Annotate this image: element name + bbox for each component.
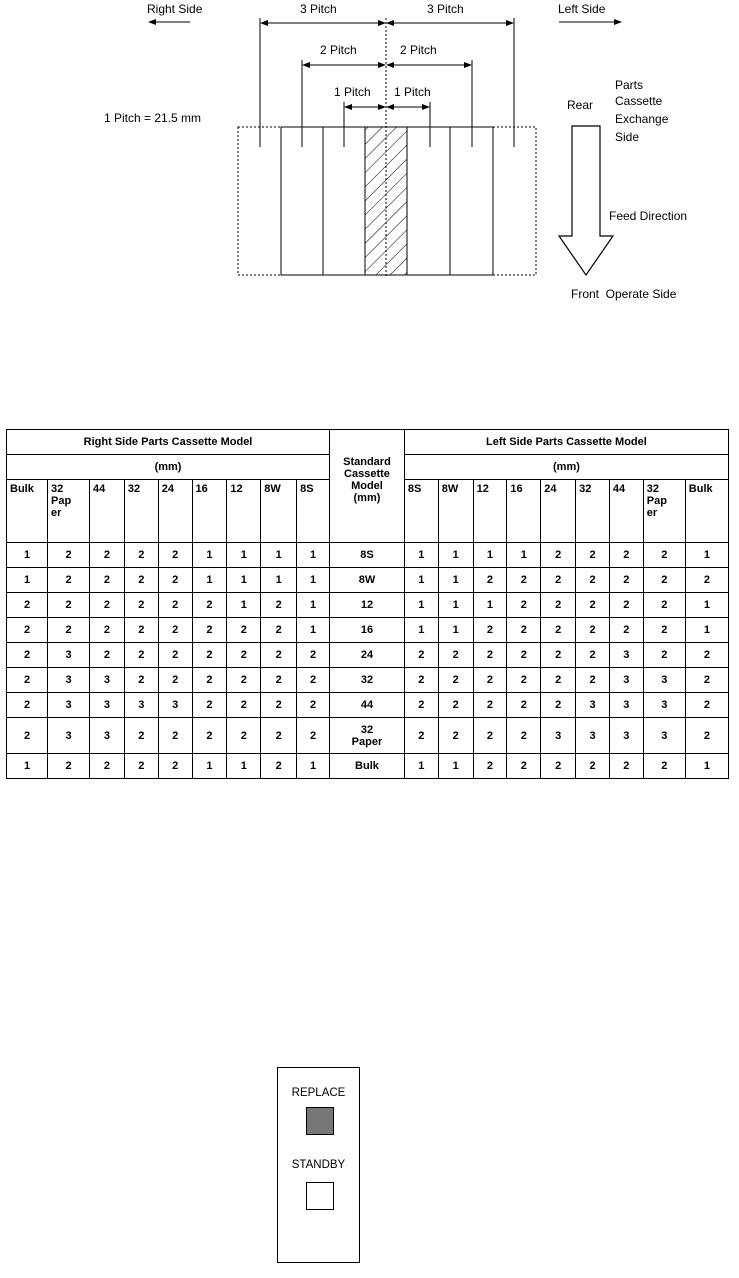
- column-header-line: Pap: [646, 495, 667, 507]
- pitch1-arrowhead: [344, 104, 352, 110]
- left-pitch-cell: 1: [404, 754, 438, 779]
- left-pitch-cell: 2: [507, 568, 541, 593]
- column-header: [685, 480, 728, 543]
- left-pitch-cell: 2: [507, 754, 541, 779]
- column-header-line: Bulk: [10, 483, 34, 495]
- right-pitch-cell: 2: [124, 543, 158, 568]
- table-row: [7, 754, 729, 779]
- right-pitch-cell: 2: [48, 568, 90, 593]
- cassette-slot-dashed: [238, 127, 281, 275]
- right-pitch-cell: 3: [48, 718, 90, 754]
- standard-model-cell: [330, 618, 405, 643]
- left-pitch-cell: 2: [609, 543, 643, 568]
- replace-indicator: [306, 1107, 334, 1135]
- pitch2-arrowhead: [378, 62, 386, 68]
- left-pitch-cell: 1: [404, 618, 438, 643]
- left-pitch-cell: 2: [609, 593, 643, 618]
- column-header: [404, 480, 438, 543]
- left-pitch-cell: 3: [643, 668, 685, 693]
- right-pitch-cell: 1: [297, 543, 330, 568]
- left-pitch-cell: 3: [576, 693, 610, 718]
- column-header: [124, 480, 158, 543]
- standard-header-line: Model: [351, 480, 383, 492]
- right-pitch-cell: 2: [261, 693, 297, 718]
- right-pitch-cell: 2: [7, 718, 48, 754]
- right-pitch-cell: 2: [7, 593, 48, 618]
- right-pitch-cell: 2: [158, 643, 192, 668]
- left-side-arrowhead: [614, 19, 622, 25]
- column-header: [438, 480, 473, 543]
- right-pitch-cell: 2: [297, 693, 330, 718]
- cassette-slot-dashed: [493, 127, 536, 275]
- right-pitch-cell: 2: [261, 618, 297, 643]
- left-pitch-cell: 2: [541, 668, 576, 693]
- column-header-line: 8S: [407, 483, 422, 495]
- left-pitch-cell: 2: [576, 543, 610, 568]
- pitch1-arrowhead: [422, 104, 430, 110]
- column-header: [261, 480, 297, 543]
- pitch1-left-label: 1 Pitch: [334, 85, 371, 99]
- right-pitch-cell: 2: [192, 718, 227, 754]
- right-pitch-cell: 1: [192, 754, 227, 779]
- left-pitch-cell: 2: [541, 543, 576, 568]
- column-header: [192, 480, 227, 543]
- right-pitch-cell: 3: [48, 693, 90, 718]
- right-unit-header: (mm): [7, 455, 330, 480]
- left-pitch-cell: 2: [541, 593, 576, 618]
- right-pitch-cell: 3: [124, 693, 158, 718]
- left-pitch-cell: 2: [643, 568, 685, 593]
- left-pitch-cell: 1: [438, 593, 473, 618]
- right-pitch-cell: 2: [158, 593, 192, 618]
- right-pitch-cell: 2: [192, 643, 227, 668]
- left-pitch-cell: 2: [473, 618, 507, 643]
- table-row: [7, 643, 729, 668]
- right-pitch-cell: 2: [124, 668, 158, 693]
- left-pitch-cell: 3: [643, 718, 685, 754]
- standby-label: STANDBY: [291, 1159, 346, 1171]
- right-pitch-cell: 2: [192, 618, 227, 643]
- right-pitch-cell: 1: [192, 543, 227, 568]
- column-header-line: 8S: [300, 483, 314, 495]
- left-pitch-cell: 2: [643, 754, 685, 779]
- column-header-line: er: [51, 507, 62, 519]
- column-header-line: 16: [195, 483, 208, 495]
- right-pitch-cell: 1: [7, 543, 48, 568]
- column-header-line: 32: [127, 483, 141, 495]
- left-pitch-cell: 2: [541, 568, 576, 593]
- left-pitch-cell: 2: [541, 754, 576, 779]
- left-pitch-cell: 2: [438, 643, 473, 668]
- right-pitch-cell: 3: [90, 693, 125, 718]
- column-header-line: er: [646, 507, 658, 519]
- column-header-line: Bulk: [688, 483, 713, 495]
- right-pitch-cell: 3: [158, 693, 192, 718]
- left-pitch-cell: 2: [576, 568, 610, 593]
- column-header: [7, 480, 48, 543]
- right-pitch-cell: 2: [48, 618, 90, 643]
- right-pitch-cell: 3: [90, 668, 125, 693]
- left-pitch-cell: 2: [643, 618, 685, 643]
- pitch2-left-label: 2 Pitch: [320, 43, 357, 57]
- left-pitch-cell: 2: [404, 718, 438, 754]
- pitch3-right-label: 3 Pitch: [427, 2, 464, 16]
- left-pitch-cell: 3: [576, 718, 610, 754]
- standard-model-line: 8W: [358, 574, 376, 586]
- left-pitch-cell: 2: [404, 668, 438, 693]
- pitch2-arrowhead: [302, 62, 310, 68]
- pitch3-arrowhead: [506, 20, 514, 26]
- left-pitch-cell: 3: [609, 693, 643, 718]
- pitch2-right-label: 2 Pitch: [400, 43, 437, 57]
- left-pitch-cell: 2: [404, 693, 438, 718]
- right-pitch-cell: 2: [124, 593, 158, 618]
- left-pitch-cell: 2: [541, 618, 576, 643]
- exchange-side-line: Cassette: [615, 94, 663, 108]
- right-pitch-cell: 2: [124, 643, 158, 668]
- exchange-side-line: Side: [615, 130, 640, 144]
- standard-model-line: 32: [360, 674, 374, 686]
- pitch2-arrowhead: [464, 62, 472, 68]
- right-pitch-cell: 2: [7, 668, 48, 693]
- left-pitch-cell: 2: [685, 718, 728, 754]
- left-pitch-cell: 2: [576, 754, 610, 779]
- standard-model-cell: [330, 754, 405, 779]
- standard-model-line: Bulk: [355, 760, 379, 772]
- left-side-label: Left Side: [558, 2, 606, 16]
- standard-model-line: 32: [360, 723, 374, 736]
- left-pitch-cell: 3: [541, 718, 576, 754]
- left-pitch-cell: 1: [438, 568, 473, 593]
- standard-model-cell: [330, 643, 405, 668]
- left-pitch-cell: 2: [643, 643, 685, 668]
- left-pitch-cell: 2: [685, 643, 728, 668]
- standby-indicator: [306, 1182, 334, 1210]
- right-pitch-cell: 2: [124, 618, 158, 643]
- standard-header-line: (mm): [353, 492, 381, 504]
- column-header: [90, 480, 125, 543]
- right-pitch-cell: 1: [261, 568, 297, 593]
- right-pitch-cell: 2: [158, 754, 192, 779]
- left-pitch-cell: 2: [473, 718, 507, 754]
- table-row: [7, 668, 729, 693]
- right-pitch-cell: 2: [7, 618, 48, 643]
- right-side-label: Right Side: [147, 2, 203, 16]
- column-header: [507, 480, 541, 543]
- right-pitch-cell: 2: [90, 593, 125, 618]
- left-pitch-cell: 2: [541, 693, 576, 718]
- cassette-slot: [323, 127, 365, 275]
- standard-model-cell: [330, 668, 405, 693]
- right-pitch-cell: 2: [158, 718, 192, 754]
- left-pitch-cell: 2: [685, 568, 728, 593]
- left-pitch-cell: 3: [643, 693, 685, 718]
- pitch1-right-label: 1 Pitch: [394, 85, 431, 99]
- column-header-line: 12: [230, 483, 243, 495]
- right-pitch-cell: 3: [48, 643, 90, 668]
- standard-model-cell: [330, 543, 405, 568]
- pitch3-left-label: 3 Pitch: [300, 2, 337, 16]
- right-pitch-cell: 2: [90, 618, 125, 643]
- right-pitch-cell: 2: [227, 668, 261, 693]
- exchange-side-line: Parts: [615, 78, 644, 92]
- standard-model-cell: [330, 718, 405, 754]
- right-pitch-cell: 2: [227, 643, 261, 668]
- right-pitch-cell: 1: [297, 593, 330, 618]
- right-pitch-cell: 2: [7, 643, 48, 668]
- left-pitch-cell: 2: [507, 643, 541, 668]
- standard-model-line: 44: [360, 699, 374, 711]
- column-header: [541, 480, 576, 543]
- right-pitch-cell: 2: [48, 754, 90, 779]
- column-header-line: 44: [93, 483, 106, 495]
- right-pitch-cell: 2: [90, 568, 125, 593]
- front-operate-label: Front Operate Side: [571, 287, 677, 301]
- table-row: [7, 593, 729, 618]
- left-pitch-cell: 2: [473, 668, 507, 693]
- right-side-arrowhead: [148, 19, 156, 25]
- right-pitch-cell: 2: [90, 543, 125, 568]
- pitch-definition: 1 Pitch = 21.5 mm: [104, 111, 202, 125]
- standard-model-line: 24: [360, 649, 374, 661]
- standard-model-line: 12: [360, 599, 374, 611]
- standard-model-cell: [330, 568, 405, 593]
- column-header-line: 32: [646, 483, 659, 495]
- pitch3-arrowhead: [386, 20, 394, 26]
- cassette-pitch-table: [6, 429, 729, 779]
- right-pitch-cell: 2: [48, 543, 90, 568]
- left-pitch-cell: 2: [507, 718, 541, 754]
- right-pitch-cell: 1: [227, 568, 261, 593]
- right-pitch-cell: 2: [192, 693, 227, 718]
- left-pitch-cell: 2: [473, 643, 507, 668]
- left-pitch-cell: 1: [404, 543, 438, 568]
- table-row: [7, 718, 729, 754]
- left-pitch-cell: 2: [473, 693, 507, 718]
- right-pitch-cell: 2: [90, 754, 125, 779]
- right-pitch-cell: 1: [7, 754, 48, 779]
- left-pitch-cell: 2: [541, 643, 576, 668]
- left-group-header: Left Side Parts Cassette Model: [404, 430, 728, 455]
- left-pitch-cell: 1: [438, 543, 473, 568]
- left-pitch-cell: 3: [609, 718, 643, 754]
- column-header-line: Pap: [51, 495, 72, 507]
- column-header-line: 16: [510, 483, 523, 495]
- right-pitch-cell: 2: [227, 618, 261, 643]
- left-pitch-cell: 2: [507, 693, 541, 718]
- standard-model-cell: [330, 593, 405, 618]
- left-pitch-cell: 2: [576, 643, 610, 668]
- left-pitch-cell: 1: [438, 754, 473, 779]
- standard-model-line: 8S: [360, 549, 374, 561]
- table-row: [7, 618, 729, 643]
- right-pitch-cell: 2: [158, 543, 192, 568]
- standard-cassette: [365, 127, 407, 275]
- right-pitch-cell: 2: [297, 668, 330, 693]
- column-header-line: 12: [476, 483, 489, 495]
- left-pitch-cell: 1: [685, 543, 728, 568]
- pitch1-arrowhead: [378, 104, 386, 110]
- cassette-slot: [407, 127, 450, 275]
- left-pitch-cell: 3: [609, 668, 643, 693]
- standard-model-cell: [330, 693, 405, 718]
- right-pitch-cell: 1: [7, 568, 48, 593]
- right-pitch-cell: 1: [297, 618, 330, 643]
- left-pitch-cell: 2: [438, 693, 473, 718]
- left-pitch-cell: 2: [643, 543, 685, 568]
- left-pitch-cell: 2: [507, 668, 541, 693]
- left-pitch-cell: 2: [438, 668, 473, 693]
- exchange-side-line: Exchange: [615, 112, 669, 126]
- left-pitch-cell: 2: [576, 593, 610, 618]
- pitch3-arrowhead: [378, 20, 386, 26]
- left-pitch-cell: 2: [685, 693, 728, 718]
- right-pitch-cell: 2: [261, 718, 297, 754]
- right-pitch-cell: 2: [158, 668, 192, 693]
- column-header: [158, 480, 192, 543]
- right-pitch-cell: 1: [192, 568, 227, 593]
- right-pitch-cell: 1: [227, 754, 261, 779]
- right-pitch-cell: 2: [7, 693, 48, 718]
- right-pitch-cell: 2: [124, 718, 158, 754]
- standard-header-line: Standard: [343, 456, 391, 468]
- column-header: [297, 480, 330, 543]
- left-pitch-cell: 2: [609, 568, 643, 593]
- column-header: [48, 480, 90, 543]
- left-pitch-cell: 2: [576, 668, 610, 693]
- right-pitch-cell: 2: [124, 754, 158, 779]
- right-pitch-cell: 2: [297, 643, 330, 668]
- right-pitch-cell: 1: [297, 754, 330, 779]
- table-row: [7, 693, 729, 718]
- column-header-line: 44: [612, 483, 626, 495]
- column-header-line: 32: [51, 483, 64, 495]
- left-pitch-cell: 2: [473, 568, 507, 593]
- left-pitch-cell: 2: [473, 754, 507, 779]
- cassette-slot: [450, 127, 493, 275]
- right-pitch-cell: 2: [261, 668, 297, 693]
- column-header: [576, 480, 610, 543]
- left-pitch-cell: 2: [576, 618, 610, 643]
- left-pitch-cell: 1: [685, 754, 728, 779]
- left-pitch-cell: 1: [438, 618, 473, 643]
- standard-model-header: [330, 430, 405, 543]
- left-pitch-cell: 3: [609, 643, 643, 668]
- left-pitch-cell: 2: [609, 618, 643, 643]
- column-header: [643, 480, 685, 543]
- left-pitch-cell: 1: [685, 618, 728, 643]
- right-pitch-cell: 2: [227, 718, 261, 754]
- replace-label: REPLACE: [291, 1087, 346, 1099]
- right-pitch-cell: 2: [261, 754, 297, 779]
- standard-model-line: 16: [360, 624, 374, 636]
- left-unit-header: (mm): [404, 455, 728, 480]
- column-header-line: 24: [161, 483, 174, 495]
- pitch-diagram: [0, 0, 739, 330]
- table-row: [7, 543, 729, 568]
- feed-direction-label: Feed Direction: [609, 209, 688, 223]
- left-pitch-cell: 1: [685, 593, 728, 618]
- right-pitch-cell: 1: [227, 593, 261, 618]
- left-pitch-cell: 2: [507, 593, 541, 618]
- column-header: [609, 480, 643, 543]
- right-pitch-cell: 3: [90, 718, 125, 754]
- right-pitch-cell: 2: [192, 668, 227, 693]
- left-pitch-cell: 1: [507, 543, 541, 568]
- column-header: [227, 480, 261, 543]
- right-pitch-cell: 2: [261, 593, 297, 618]
- right-group-header: Right Side Parts Cassette Model: [7, 430, 330, 455]
- right-pitch-cell: 3: [48, 668, 90, 693]
- right-pitch-cell: 2: [158, 568, 192, 593]
- rear-label: Rear: [567, 98, 594, 112]
- pitch1-arrowhead: [386, 104, 394, 110]
- column-header-line: 24: [544, 483, 557, 495]
- pitch2-arrowhead: [386, 62, 394, 68]
- right-pitch-cell: 2: [261, 643, 297, 668]
- right-pitch-cell: 2: [90, 643, 125, 668]
- right-pitch-cell: 2: [48, 593, 90, 618]
- standard-header-line: Cassette: [344, 468, 390, 480]
- right-pitch-cell: 2: [297, 718, 330, 754]
- left-pitch-cell: 1: [473, 543, 507, 568]
- left-pitch-cell: 2: [609, 754, 643, 779]
- left-pitch-cell: 2: [685, 668, 728, 693]
- right-pitch-cell: 1: [297, 568, 330, 593]
- left-pitch-cell: 2: [643, 593, 685, 618]
- standard-model-line: Paper: [351, 735, 383, 748]
- table-row: [7, 568, 729, 593]
- right-pitch-cell: 2: [158, 618, 192, 643]
- column-header: [473, 480, 507, 543]
- column-header-line: 32: [579, 483, 592, 495]
- cassette-slot: [281, 127, 323, 275]
- pitch3-arrowhead: [260, 20, 268, 26]
- left-pitch-cell: 2: [507, 618, 541, 643]
- column-header-line: 8W: [441, 483, 459, 495]
- right-pitch-cell: 2: [192, 593, 227, 618]
- left-pitch-cell: 1: [473, 593, 507, 618]
- left-pitch-cell: 2: [404, 643, 438, 668]
- status-panel: [277, 1067, 360, 1263]
- right-pitch-cell: 2: [124, 568, 158, 593]
- column-header-line: 8W: [264, 483, 281, 495]
- left-pitch-cell: 1: [404, 593, 438, 618]
- feed-direction-arrow: [559, 126, 613, 275]
- left-pitch-cell: 2: [438, 718, 473, 754]
- right-pitch-cell: 2: [227, 693, 261, 718]
- right-pitch-cell: 1: [227, 543, 261, 568]
- left-pitch-cell: 1: [404, 568, 438, 593]
- right-pitch-cell: 1: [261, 543, 297, 568]
